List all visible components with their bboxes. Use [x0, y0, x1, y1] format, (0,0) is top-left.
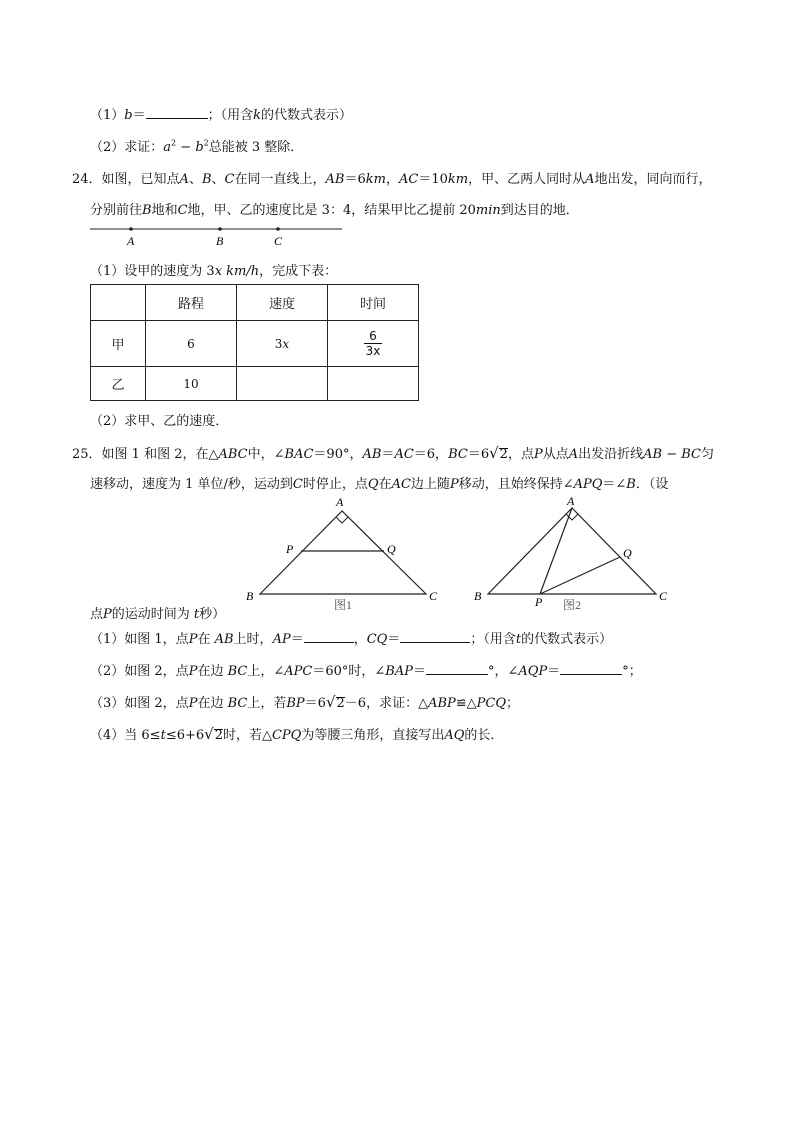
label-C: C [274, 234, 283, 248]
point-A [129, 227, 133, 231]
answer-blank-aqp[interactable] [560, 662, 622, 675]
fig1-label-C: C [429, 589, 438, 603]
speed-table [90, 284, 419, 401]
table-cell [328, 321, 419, 367]
q25-sub4: （4）当 6≤t≤6+6√2时，若△CPQ为等腰三角形，直接写出AQ的长． [90, 725, 504, 743]
table-header-blank [91, 285, 146, 321]
table-header-distance: 路程 [146, 285, 237, 321]
fig2-label-Q: Q [623, 546, 632, 560]
q25-line2: 速移动，速度为 1 单位/秒，运动到C时停止，点Q在AC边上随P移动，且始终保持∠APQ＝∠B．（设 [90, 477, 669, 492]
table-row-label-yi: 乙 [91, 367, 146, 401]
fig1-label-Q: Q [387, 542, 396, 556]
number-line-figure [86, 222, 348, 252]
point-C [276, 227, 280, 231]
q25-line1: 25．如图 1 和图 2，在△ABC中，∠BAC＝90°，AB＝AC＝6，BC＝6√2，点P从点A出发沿折线AB − BC匀 [72, 444, 714, 462]
q23-part1: （1）b＝ ；（用含k的代数式表示） [90, 108, 353, 123]
fig1-label-P: P [286, 542, 294, 556]
q24-line2: 分别前往B地和C地，甲、乙的速度比是 3：4，结果甲比乙提前 20min到达目的地． [90, 203, 579, 218]
q24-sub1: （1）设甲的速度为 3x km/h，完成下表： [90, 264, 338, 279]
fig1-caption: 图1 [334, 598, 353, 612]
table-cell: 3x [237, 321, 328, 367]
answer-blank-cq[interactable] [400, 630, 470, 643]
q25-sub2: （2）如图 2，点P在边 BC上，∠APC＝60°时，∠BAP＝ °，∠AQP＝ °； [90, 664, 642, 679]
q25-line3: 点P的运动时间为 t秒） [90, 607, 226, 622]
table-cell-empty[interactable] [328, 367, 419, 401]
table-cell-empty[interactable] [237, 367, 328, 401]
figure-2 [470, 494, 680, 614]
q25-sub3: （3）如图 2，点P在边 BC上，若BP＝6√2－6，求证：△ABP≌△PCQ； [90, 693, 520, 711]
table-header-speed: 速度 [237, 285, 328, 321]
answer-blank[interactable] [146, 106, 208, 119]
table-header-time: 时间 [328, 285, 419, 321]
table-row-label-jia: 甲 [91, 321, 146, 367]
table-cell: 6 [146, 321, 237, 367]
table-cell: 10 [146, 367, 237, 401]
q24-sub2: （2）求甲、乙的速度． [90, 414, 229, 429]
time-fraction: $\frac{6}{3x}$ [365, 328, 381, 358]
answer-blank-ap[interactable] [304, 630, 354, 643]
q23-part2: （2）求证：$a^2 - b^2$总能被 3 整除． [90, 138, 304, 155]
point-B [218, 227, 222, 231]
answer-blank-bap[interactable] [426, 662, 488, 675]
q24-line1: 24．如图，已知点A、B、C在同一直线上，AB＝6km，AC＝10km，甲、乙两人同时从A地出发，同向而行， [72, 172, 712, 187]
fig2-label-P: P [535, 595, 543, 609]
fig2-label-A: A [567, 494, 575, 508]
fig1-label-A: A [336, 495, 344, 509]
label-A: A [127, 234, 135, 248]
fig2-caption: 图2 [563, 598, 582, 612]
label-B: B [216, 234, 224, 248]
q25-sub1: （1）如图 1，点P在 AB上时，AP＝ ，CQ＝ ；（用含t的代数式表示） [90, 632, 613, 647]
fig1-label-B: B [246, 589, 254, 603]
fig2-label-B: B [474, 589, 482, 603]
figure-1 [244, 494, 444, 614]
fig2-label-C: C [659, 589, 668, 603]
